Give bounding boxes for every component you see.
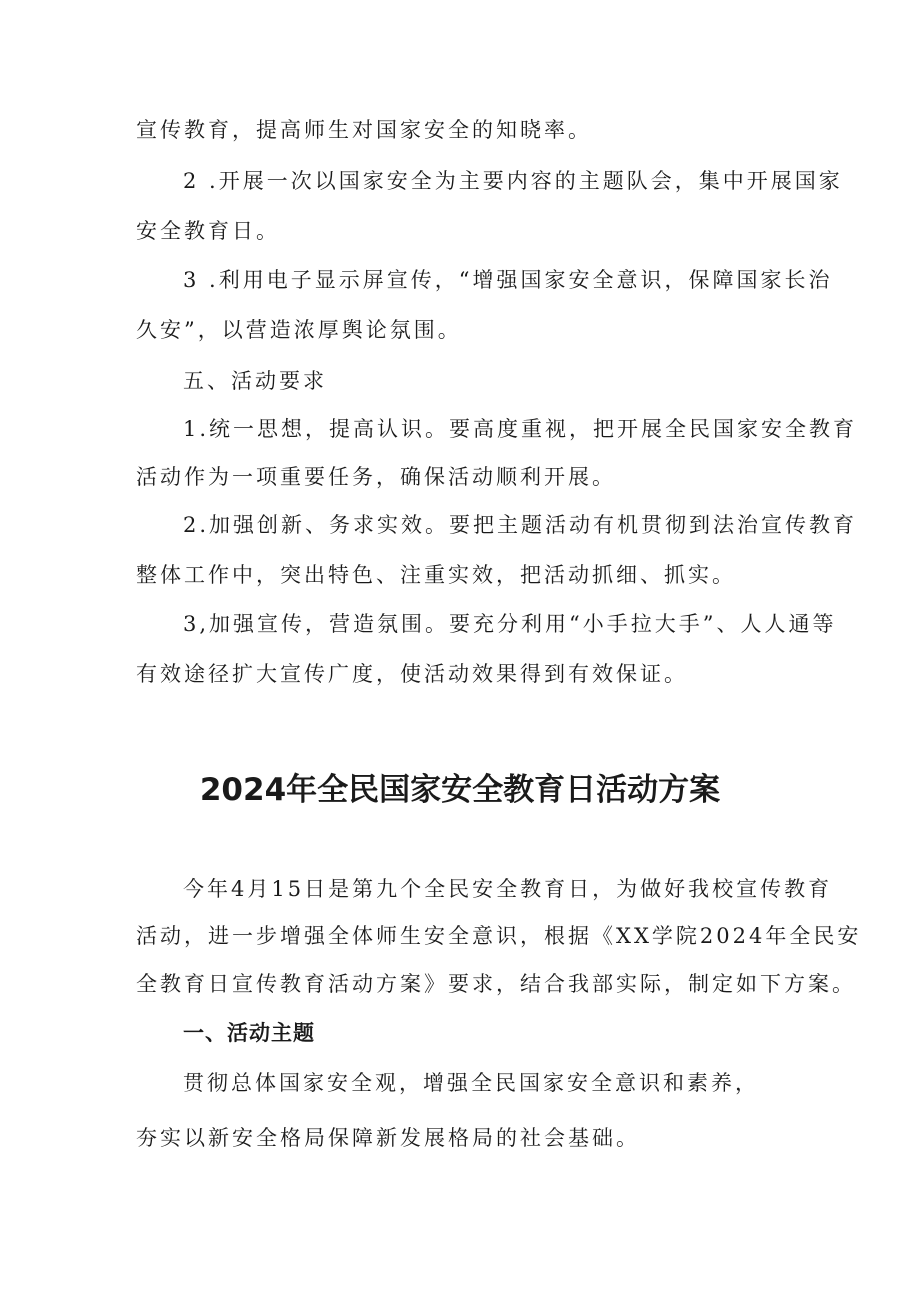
intro-line: 今年4月15日是第九个全民安全教育日，为做好我校宣传教育 xyxy=(183,877,833,901)
intro-line: 活动，进一步增强全体师生安全意识，根据《XX学院2024年全民安 xyxy=(136,924,862,948)
paragraph-line: 宣传教育，提高师生对国家安全的知晓率。 xyxy=(136,118,592,142)
paragraph-line: 2.加强创新、务求实效。要把主题活动有机贯彻到法治宣传教育 xyxy=(183,513,858,537)
intro-line: 全教育日宣传教育活动方案》要求，结合我部实际，制定如下方案。 xyxy=(136,972,856,996)
paragraph-line: 1.统一思想，提高认识。要高度重视，把开展全民国家安全教育 xyxy=(183,417,858,441)
paragraph-line: 有效途径扩大宣传广度，使活动效果得到有效保证。 xyxy=(136,662,688,686)
paragraph-line: 活动作为一项重要任务，确保活动顺利开展。 xyxy=(136,465,616,489)
paragraph-line: 3,加强宣传，营造氛围。要充分利用“小手拉大手”、人人通等 xyxy=(183,612,837,636)
paragraph-line: 安全教育日。 xyxy=(136,219,280,243)
paragraph-line: 3 .利用电子显示屏宣传，“增强国家安全意识，保障国家长治 xyxy=(183,268,833,292)
section-heading: 五、活动要求 xyxy=(183,369,327,393)
paragraph-line: 2 .开展一次以国家安全为主要内容的主题队会，集中开展国家 xyxy=(183,169,843,193)
paragraph-line: 整体工作中，突出特色、注重实效，把活动抓细、抓实。 xyxy=(136,563,736,587)
section-one-line: 贯彻总体国家安全观，增强全民国家安全意识和素养， xyxy=(183,1071,759,1095)
section-one-line: 夯实以新安全格局保障新发展格局的社会基础。 xyxy=(136,1126,640,1150)
section-one-heading: 一、活动主题 xyxy=(183,1021,315,1045)
paragraph-line: 久安”，以营造浓厚舆论氛围。 xyxy=(136,318,462,342)
document-title: 2024年全民国家安全教育日活动方案 xyxy=(199,772,721,808)
